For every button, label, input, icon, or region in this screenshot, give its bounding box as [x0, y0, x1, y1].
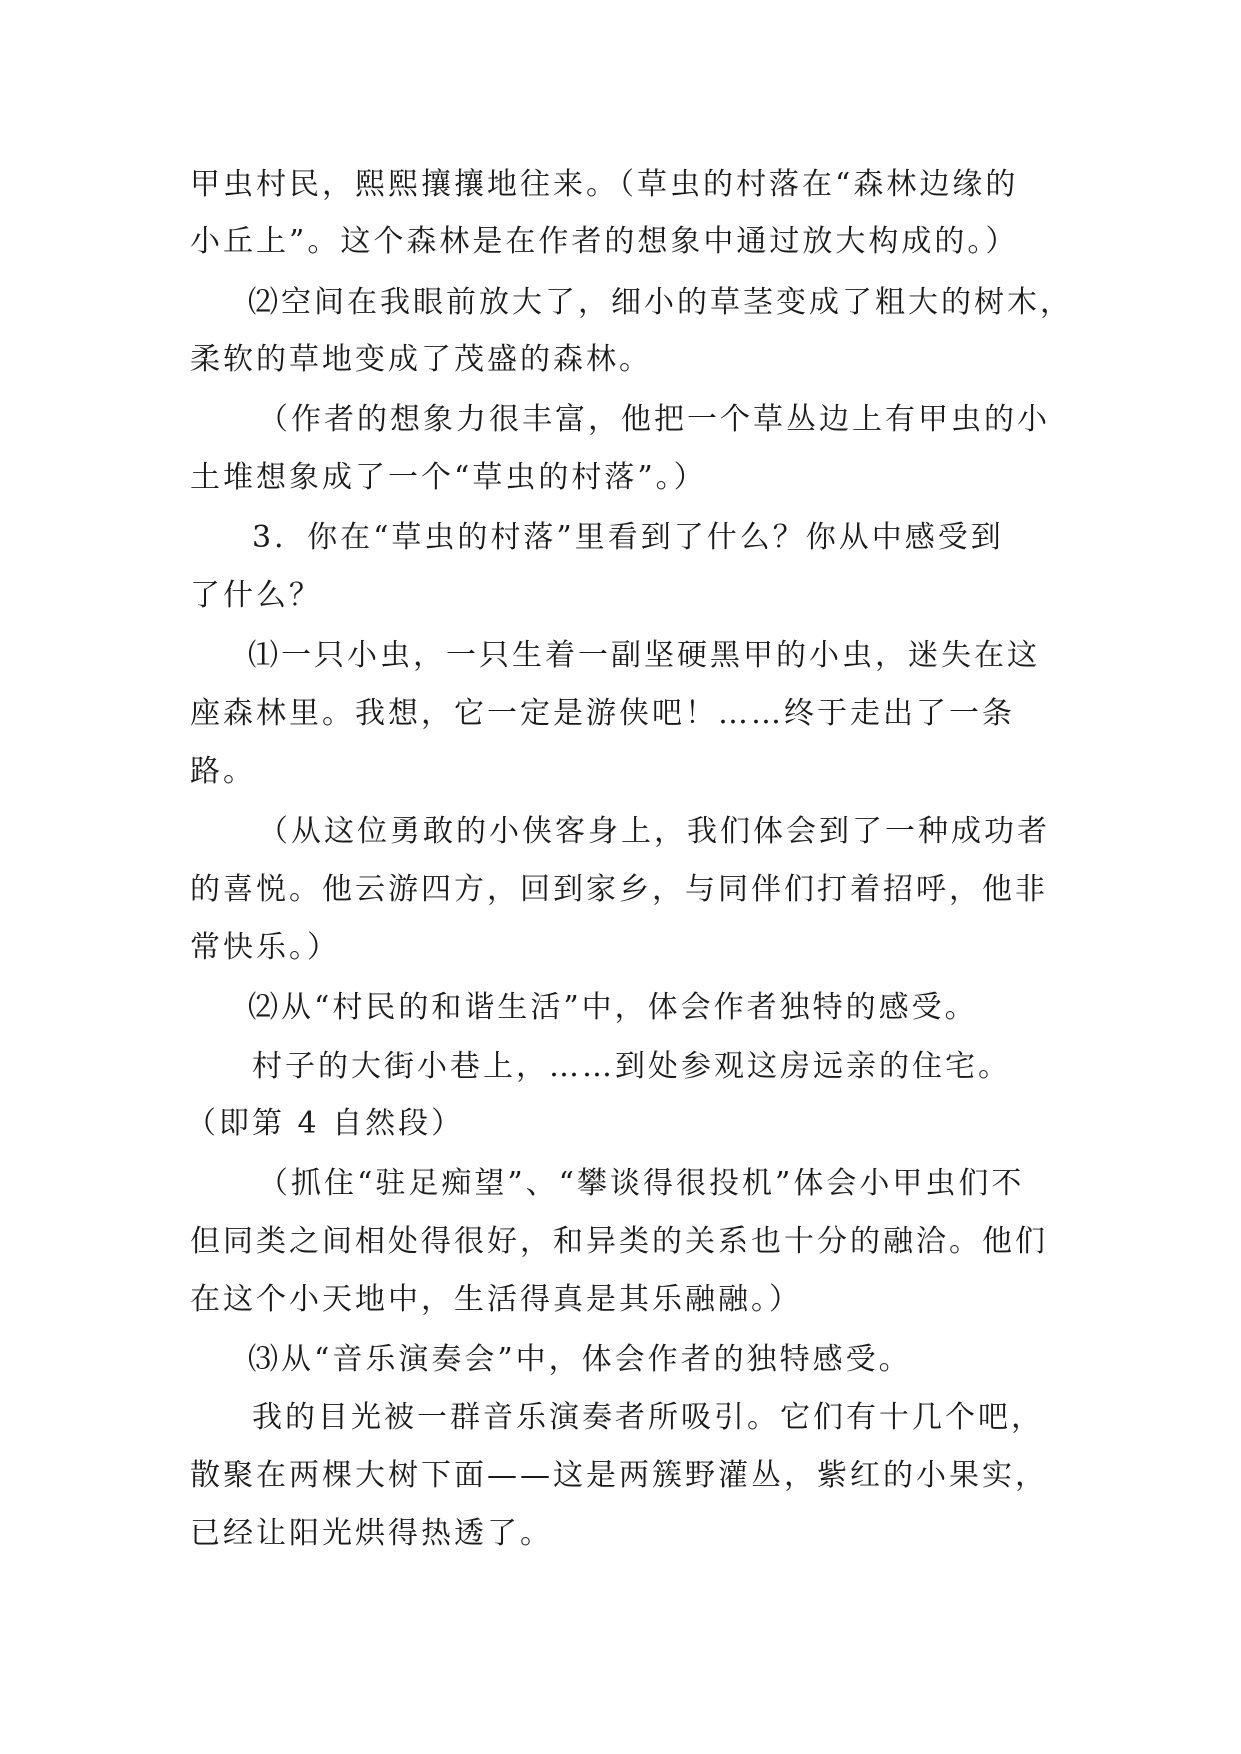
text-line: 小丘上”。这个森林是在作者的想象中通过放大构成的。） — [190, 224, 1019, 259]
text-line: 已经让阳光烘得热透了。 — [190, 1516, 553, 1551]
text-line: ⑵从“村民的和谐生活”中，体会作者独特的感受。 — [248, 990, 978, 1025]
text-line: 但同类之间相处得很好，和异类的关系也十分的融洽。他们 — [190, 1224, 1048, 1259]
text-line: ⑶从“音乐演奏会”中，体会作者的独特感受。 — [248, 1342, 912, 1377]
text-line: 村子的大街小巷上，……到处参观这房远亲的住宅。 — [252, 1049, 1011, 1084]
text-line: （作者的想象力很丰富，他把一个草丛边上有甲虫的小 — [258, 402, 1050, 437]
text-line: 了什么？ — [190, 578, 322, 613]
text-line: 散聚在两棵大树下面——这是两簇野灌丛，紫红的小果实， — [190, 1458, 1048, 1493]
text-line: （抓住“驻足痴望”、“攀谈得很投机”体会小甲虫们不 — [258, 1166, 1025, 1201]
text-line: （从这位勇敢的小侠客身上，我们体会到了一种成功者 — [258, 814, 1050, 849]
text-line: ⑴一只小虫，一只生着一副坚硬黑甲的小虫，迷失在这 — [248, 638, 1040, 673]
text-line: 在这个小天地中，生活得真是其乐融融。） — [190, 1282, 802, 1317]
text-line: ⑵空间在我眼前放大了，细小的草茎变成了粗大的树木， — [248, 285, 1073, 320]
text-line: 座森林里。我想，它一定是游侠吧！……终于走出了一条 — [190, 696, 1015, 731]
text-line: 路。 — [190, 754, 256, 789]
text-line: 甲虫村民，熙熙攘攘地往来。（草虫的村落在“森林边缘的 — [190, 167, 1019, 202]
text-line: 我的目光被一群音乐演奏者所吸引。它们有十几个吧， — [252, 1400, 1044, 1435]
text-line: 常快乐。） — [190, 930, 340, 965]
text-line: 3．你在“草虫的村落”里看到了什么？你从中感受到 — [252, 520, 1004, 555]
text-line: 柔软的草地变成了茂盛的森林。 — [190, 342, 652, 377]
text-line: 土堆想象成了一个“草虫的村落”。） — [190, 460, 707, 495]
text-line: 的喜悦。他云游四方，回到家乡，与同伴们打着招呼，他非 — [190, 872, 1048, 907]
text-line: （即第 4 自然段） — [186, 1106, 465, 1141]
